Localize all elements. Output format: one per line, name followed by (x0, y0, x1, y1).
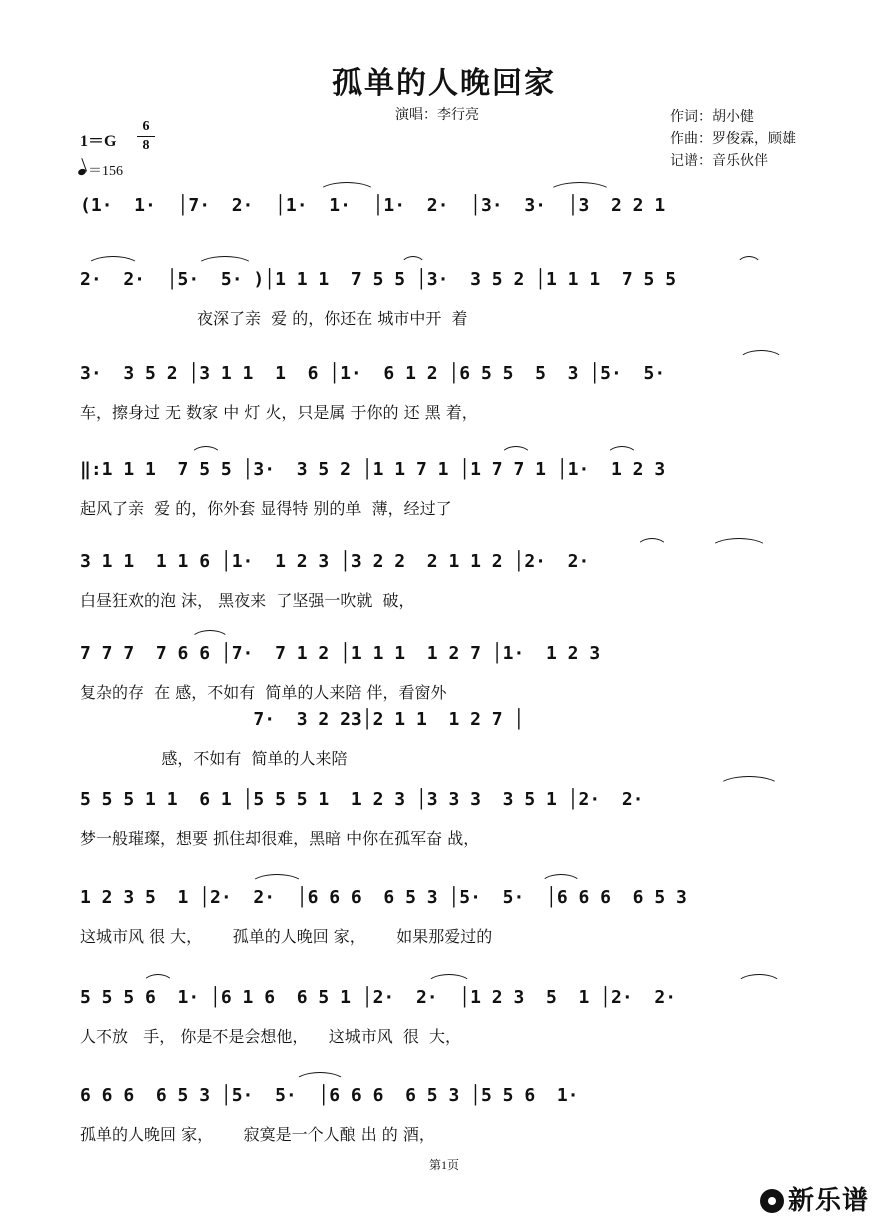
notation-line: 1 2 3 5 1 │2· 2· │6 6 6 6 5 3 │5· 5· │6 6 6 6 5 3 (80, 887, 687, 908)
notation-line: 7· 3 2 23│2 1 1 1 2 7 │ (80, 709, 525, 730)
lyrics-line: 梦一般璀璨，想要 抓住却很难，黑暗 中你在孤军奋 战， (80, 829, 480, 848)
notation-line: ‖:1 1 1 7 5 5 │3· 3 5 2 │1 1 7 1 │1 7 7 1 │1· 1 2 3 (80, 459, 666, 480)
song-title: 孤单的人晚回家 (332, 66, 556, 101)
slur (190, 630, 230, 641)
lyrics-line: 复杂的存 在 感，不如有 简单的人来陪 伴，看窗外 (80, 683, 447, 702)
slur (736, 974, 782, 985)
notation-line: 5 5 5 6 1· │6 1 6 6 5 1 │2· 2· │1 2 3 5 1 │2· 2· (80, 987, 677, 1008)
composer-credit: 作曲：罗俊霖，顾雄 (670, 131, 796, 147)
slur (196, 256, 254, 267)
slur (710, 538, 768, 549)
tempo-value: ＝156 (88, 164, 123, 179)
slur (738, 350, 784, 361)
slur (86, 256, 140, 267)
slur (318, 182, 376, 193)
site-logo (760, 1180, 869, 1217)
slur (142, 974, 174, 985)
notation-line: 3 1 1 1 1 6 │1· 1 2 3 │3 2 2 2 1 1 2 │2· 2· (80, 551, 590, 572)
slur (400, 256, 426, 267)
lyrics-line: 车，擦身过 无 数家 中 灯 火，只是属 于你的 还 黑 着， (80, 403, 478, 422)
slur (190, 446, 222, 457)
lyrics-line: 孤单的人晚回 家， 寂寞是一个人酿 出 的 酒， (80, 1125, 435, 1144)
lyrics-line: 人不放 手， 你是不是会想他， 这城市风 很 大， (80, 1027, 462, 1046)
notation-line: 2· 2· │5· 5· )│1 1 1 7 5 5 │3· 3 5 2 │1 1 1 7 5 5 (80, 269, 677, 290)
time-signature (137, 118, 155, 155)
tempo-marking (78, 160, 123, 180)
lyrics-line: 白昼狂欢的泡 沫， 黑夜来 了坚强一吹就 破， (80, 591, 415, 610)
key-signature: 1＝G (80, 133, 117, 150)
notation-line: 3· 3 5 2 │3 1 1 1 6 │1· 6 1 2 │6 5 5 5 3 │5· 5· (80, 363, 666, 384)
lyrics-line: 夜深了亲 爱 的，你还在 城市中开 着 (80, 309, 468, 328)
slur (294, 1072, 346, 1083)
slur (606, 446, 638, 457)
notation-line: 6 6 6 6 5 3 │5· 5· │6 6 6 6 5 3 │5 5 6 1· (80, 1085, 579, 1106)
slur (426, 974, 472, 985)
lyricist-credit: 作词：胡小健 (670, 109, 754, 125)
quarter-note-icon (77, 168, 87, 176)
slur (736, 256, 762, 267)
meter-top: 6 (142, 119, 150, 134)
lyrics-line: 这城市风 很 大， 孤单的人晚回 家， 如果那爱过的 (80, 927, 493, 946)
notation-line: 5 5 5 1 1 6 1 │5 5 5 1 1 2 3 │3 3 3 3 5 1 │2· 2· (80, 789, 644, 810)
transcriber-credit: 记谱：音乐伙伴 (670, 153, 768, 169)
notation-line: (1· 1· │7· 2· │1· 1· │1· 2· │3· 3· │3 2 2 1 (80, 195, 666, 216)
meter-bottom: 8 (137, 136, 155, 155)
lyrics-line: 起风了亲 爱 的，你外套 显得特 别的单 薄，经过了 (80, 499, 452, 518)
notation-line: 7 7 7 7 6 6 │7· 7 1 2 │1 1 1 1 2 7 │1· 1 2 3 (80, 643, 601, 664)
slur (548, 182, 612, 193)
slur (500, 446, 532, 457)
slur (540, 874, 582, 885)
slur (250, 874, 304, 885)
logo-text: 新乐谱 (788, 1186, 870, 1216)
lyrics-line: 感，不如有 简单的人来陪 (80, 749, 348, 768)
page-number: 第1页 (428, 1158, 459, 1172)
singer-credit: 演唱：李行亮 (395, 107, 479, 123)
slur (718, 776, 780, 787)
record-disc-icon (760, 1189, 784, 1213)
slur (636, 538, 668, 549)
